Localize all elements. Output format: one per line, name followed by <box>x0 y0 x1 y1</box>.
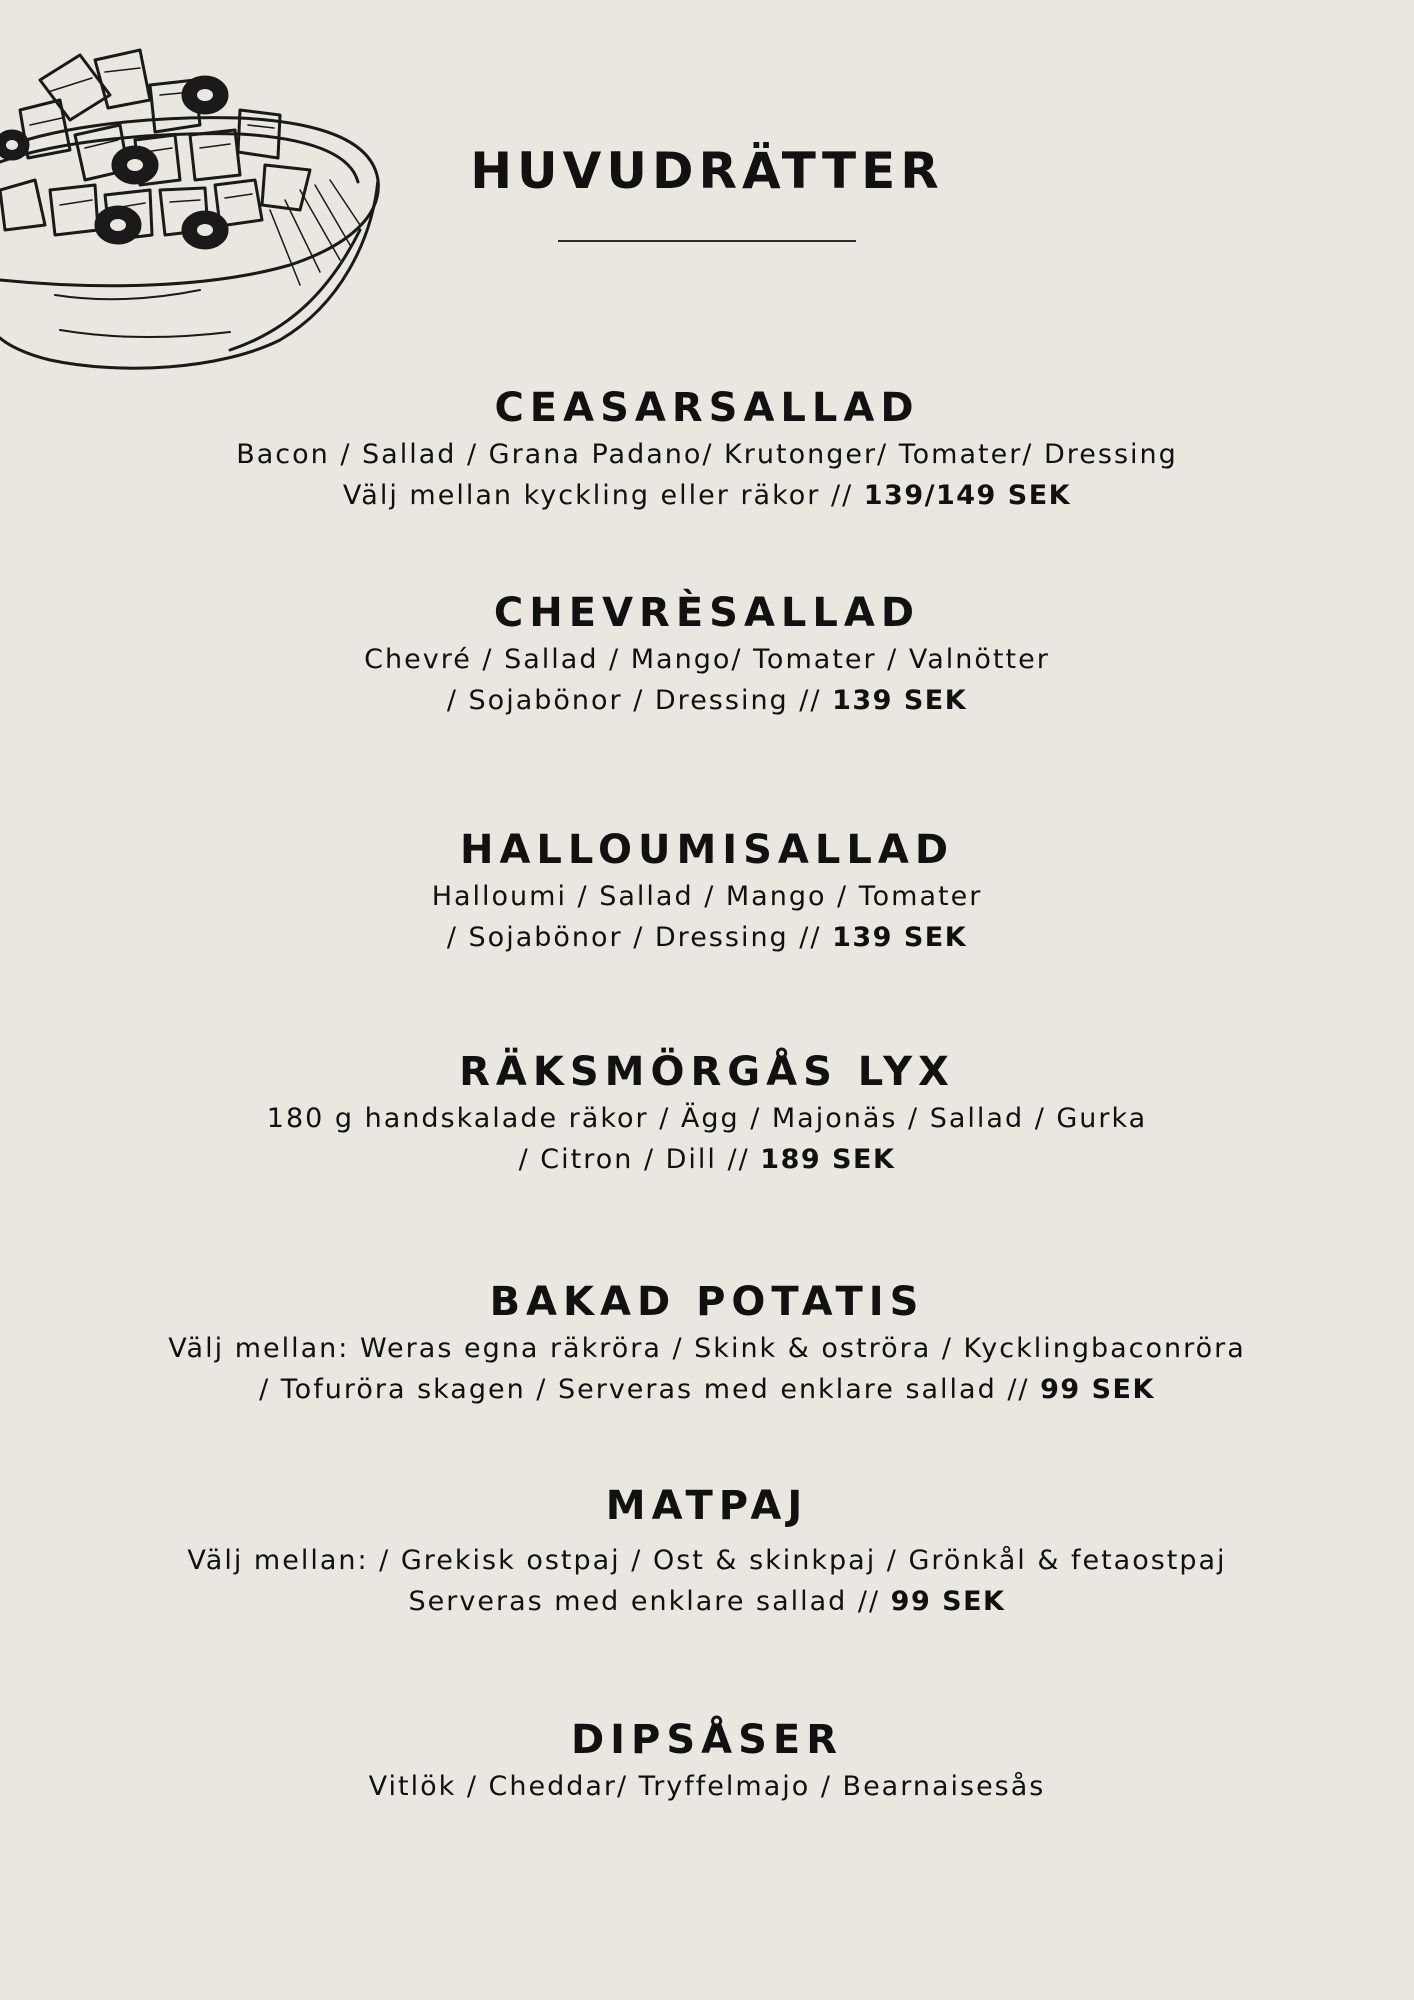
dish-description: Chevré / Sallad / Mango/ Tomater / Valnötter <box>364 644 1050 675</box>
dish-name: BAKAD POTATIS <box>489 1279 925 1325</box>
salad-bowl-icon <box>0 40 385 375</box>
dish-description: Halloumi / Sallad / Mango / Tomater <box>431 881 983 912</box>
dish-description-line-2: / Sojabönor / Dressing // 139 SEK <box>446 922 968 953</box>
dish-name: HALLOUMISALLAD <box>459 827 955 873</box>
dish-description: Välj mellan: / Grekisk ostpaj / Ost & skinkpaj / Grönkål & fetaostpaj <box>187 1545 1227 1576</box>
menu-item-halloumisallad <box>0 824 1414 958</box>
dish-description: Bacon / Sallad / Grana Padano/ Krutonger/ Tomater/ Dressing <box>236 439 1178 470</box>
dish-name: CEASARSALLAD <box>494 385 920 431</box>
dish-price: 99 SEK <box>1040 1374 1155 1405</box>
dish-description-line-2: / Sojabönor / Dressing // 139 SEK <box>446 685 968 716</box>
menu-item-dipsaser <box>0 1714 1414 1807</box>
menu-item-raksmorgas-lyx <box>0 1046 1414 1180</box>
dish-name: RÄKSMÖRGÅS LYX <box>459 1049 955 1095</box>
dish-price: 189 SEK <box>760 1144 896 1175</box>
dish-name: MATPAJ <box>605 1483 809 1529</box>
dish-description: Välj mellan: Weras egna räkröra / Skink & oströra / Kycklingbaconröra <box>168 1333 1246 1364</box>
dish-price: 139 SEK <box>832 685 968 716</box>
dish-name: CHEVRÈSALLAD <box>493 590 921 636</box>
menu-item-matpaj <box>0 1480 1414 1622</box>
dish-price: 139 SEK <box>832 922 968 953</box>
dish-description: Vitlök / Cheddar/ Tryffelmajo / Bearnaisesås <box>368 1771 1046 1802</box>
dish-description-line-2: Serveras med enklare sallad // 99 SEK <box>408 1586 1006 1617</box>
dish-description-line-2: / Tofuröra skagen / Serveras med enklare sallad // 99 SEK <box>259 1374 1155 1405</box>
dish-description: 180 g handskalade räkor / Ägg / Majonäs / Sallad / Gurka <box>266 1103 1148 1134</box>
dish-price: 139/149 SEK <box>863 480 1072 511</box>
dish-description-line-2: / Citron / Dill // 189 SEK <box>518 1144 896 1175</box>
page-title: HUVUDRÄTTER <box>470 142 944 200</box>
dish-name: DIPSÅSER <box>570 1717 844 1763</box>
title-divider <box>558 240 856 242</box>
menu-item-ceasarsallad <box>0 382 1414 516</box>
dish-price: 99 SEK <box>890 1586 1006 1617</box>
menu-item-chevresallad <box>0 587 1414 721</box>
menu-item-bakad-potatis <box>0 1276 1414 1410</box>
dish-description-line-2: Välj mellan kyckling eller räkor // 139/149 SEK <box>342 480 1072 511</box>
